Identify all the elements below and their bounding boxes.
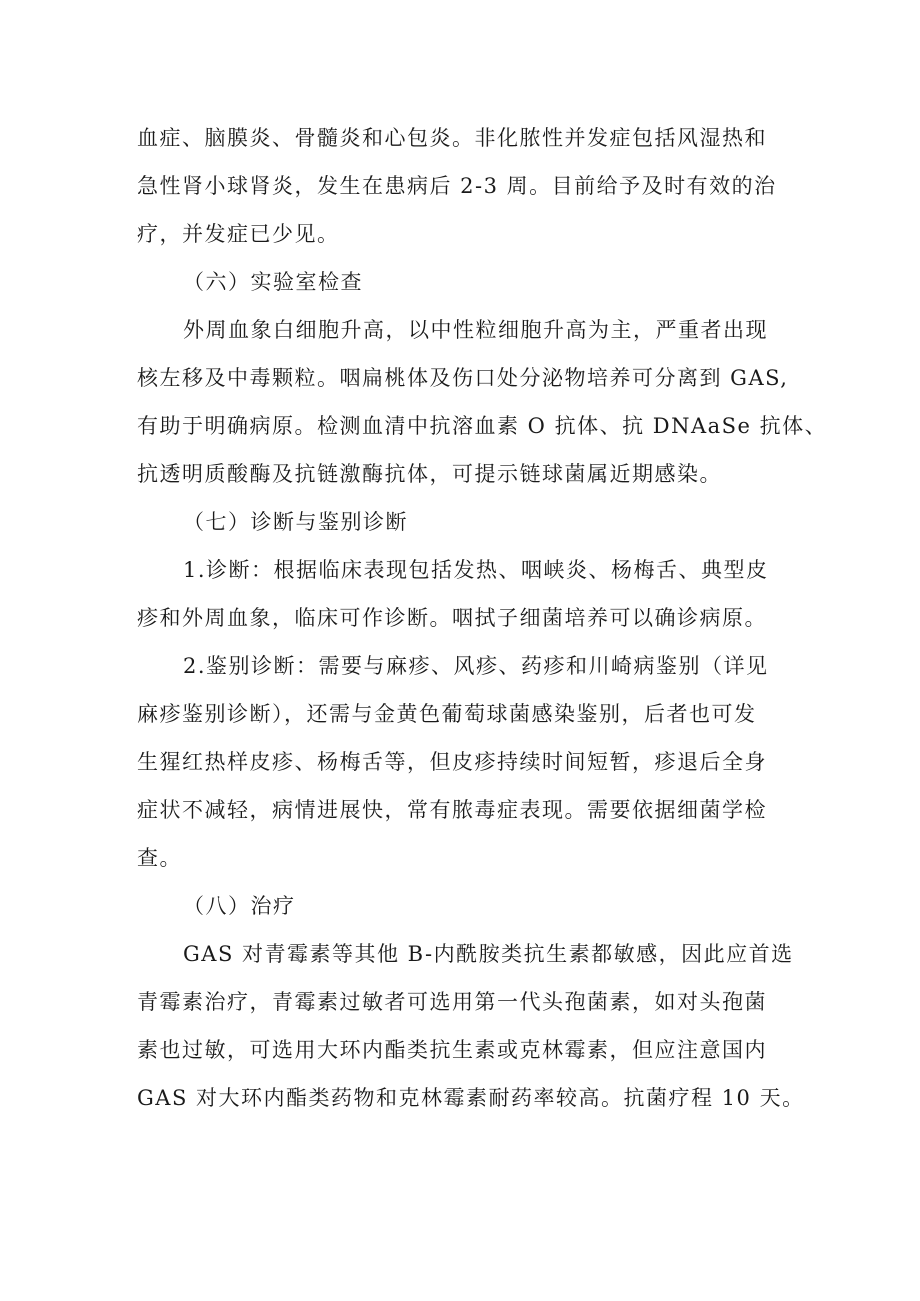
text-line: 外周血象白细胞升高，以中性粒细胞升高为主，严重者出现 <box>183 318 768 342</box>
text-line: 查。 <box>137 846 182 870</box>
text-line: 素也过敏，可选用大环内酯类抗生素或克林霉素，但应注意国内 <box>137 1038 767 1062</box>
text-line: 疹和外周血象，临床可作诊断。咽拭子细菌培养可以确诊病原。 <box>137 606 767 630</box>
section-heading-laboratory: （六）实验室检查 <box>183 270 363 294</box>
section-heading-treatment: （八）治疗 <box>183 894 296 918</box>
text-line: 麻疹鉴别诊断），还需与金黄色葡萄球菌感染鉴别，后者也可发 <box>137 702 757 726</box>
text-line: 2.鉴别诊断：需要与麻疹、风疹、药疹和川崎病鉴别（详见 <box>183 654 769 678</box>
text-line: GAS 对大环内酯类药物和克林霉素耐药率较高。抗菌疗程 10 天。 <box>137 1086 805 1110</box>
text-line: 抗透明质酸酶及抗链激酶抗体，可提示链球菌属近期感染。 <box>137 462 722 486</box>
body-text <box>137 114 827 1122</box>
text-line: 症状不减轻，病情进展快，常有脓毒症表现。需要依据细菌学检 <box>137 798 767 822</box>
section-heading-diagnosis: （七）诊断与鉴别诊断 <box>183 510 408 534</box>
text-line: 血症、脑膜炎、骨髓炎和心包炎。非化脓性并发症包括风湿热和 <box>137 126 767 150</box>
text-line: 疗，并发症已少见。 <box>137 222 340 246</box>
text-line: 生猩红热样皮疹、杨梅舌等，但皮疹持续时间短暂，疹退后全身 <box>137 750 767 774</box>
text-line: 青霉素治疗，青霉素过敏者可选用第一代头孢菌素，如对头孢菌 <box>137 990 767 1014</box>
text-line: 1.诊断：根据临床表现包括发热、咽峡炎、杨梅舌、典型皮 <box>183 558 769 582</box>
text-line: 核左移及中毒颗粒。咽扁桃体及伤口处分泌物培养可分离到 GAS, <box>137 366 789 390</box>
text-line: GAS 对青霉素等其他 B-内酰胺类抗生素都敏感，因此应首选 <box>183 942 794 966</box>
text-line: 急性肾小球肾炎，发生在患病后 2-3 周。目前给予及时有效的治 <box>137 174 777 198</box>
text-line: 有助于明确病原。检测血清中抗溶血素 O 抗体、抗 DNAaSe 抗体、 <box>137 414 828 438</box>
